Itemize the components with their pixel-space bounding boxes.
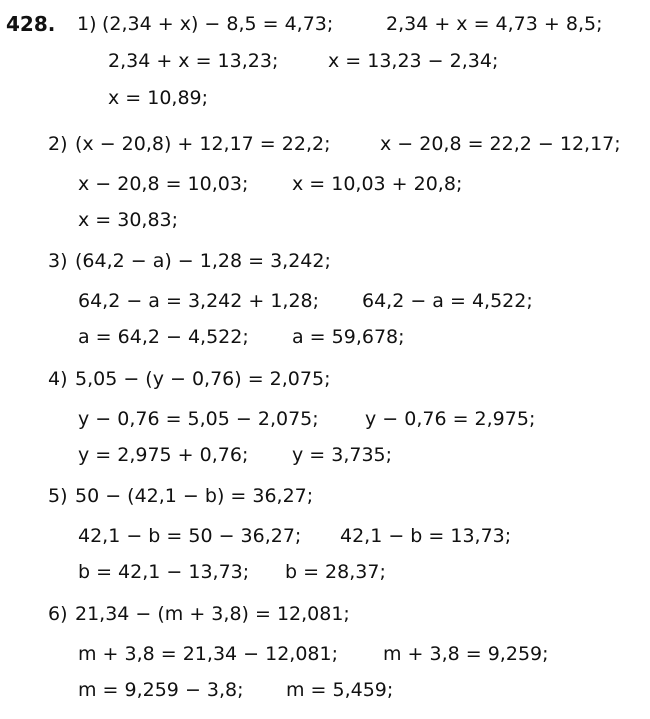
equation-step: a = 64,2 − 4,522;: [78, 326, 249, 348]
equation-step: (x − 20,8) + 12,17 = 22,2;: [75, 133, 331, 155]
equation-step: 64,2 − a = 4,522;: [362, 290, 533, 312]
equation-step: x = 10,89;: [108, 87, 209, 109]
equation-step: a = 59,678;: [292, 326, 405, 348]
equation-step: 2,34 + x = 13,23;: [108, 50, 279, 72]
equation-step: (64,2 − a) − 1,28 = 3,242;: [75, 250, 331, 272]
part-label: 4): [48, 368, 68, 390]
equation-step: m + 3,8 = 9,259;: [383, 643, 549, 665]
part-label: 3): [48, 250, 68, 272]
equation-step: x = 30,83;: [78, 209, 179, 231]
part-label: 5): [48, 485, 68, 507]
equation-step: x = 10,03 + 20,8;: [292, 173, 463, 195]
equation-step: b = 28,37;: [285, 561, 386, 583]
equation-step: y = 2,975 + 0,76;: [78, 444, 249, 466]
equation-step: b = 42,1 − 13,73;: [78, 561, 250, 583]
part-label: 2): [48, 133, 68, 155]
equation-step: 5,05 − (y − 0,76) = 2,075;: [75, 368, 331, 390]
equation-step: 2,34 + x = 4,73 + 8,5;: [386, 13, 603, 35]
equation-step: 64,2 − a = 3,242 + 1,28;: [78, 290, 320, 312]
equation-step: 42,1 − b = 50 − 36,27;: [78, 525, 302, 547]
part-label: 6): [48, 603, 68, 625]
equation-step: 50 − (42,1 − b) = 36,27;: [75, 485, 314, 507]
equation-step: y = 3,735;: [292, 444, 393, 466]
problem-number: 428.: [6, 12, 56, 36]
part-label: 1): [77, 13, 97, 35]
equation-step: x − 20,8 = 10,03;: [78, 173, 249, 195]
equation-step: 42,1 − b = 13,73;: [340, 525, 512, 547]
equation-step: y − 0,76 = 5,05 − 2,075;: [78, 408, 319, 430]
equation-step: (2,34 + x) − 8,5 = 4,73;: [102, 13, 334, 35]
equation-step: m + 3,8 = 21,34 − 12,081;: [78, 643, 338, 665]
equation-step: x = 13,23 − 2,34;: [328, 50, 499, 72]
equation-step: m = 5,459;: [286, 679, 394, 701]
equation-step: y − 0,76 = 2,975;: [365, 408, 536, 430]
equation-step: m = 9,259 − 3,8;: [78, 679, 244, 701]
equation-step: x − 20,8 = 22,2 − 12,17;: [380, 133, 621, 155]
equation-step: 21,34 − (m + 3,8) = 12,081;: [75, 603, 350, 625]
